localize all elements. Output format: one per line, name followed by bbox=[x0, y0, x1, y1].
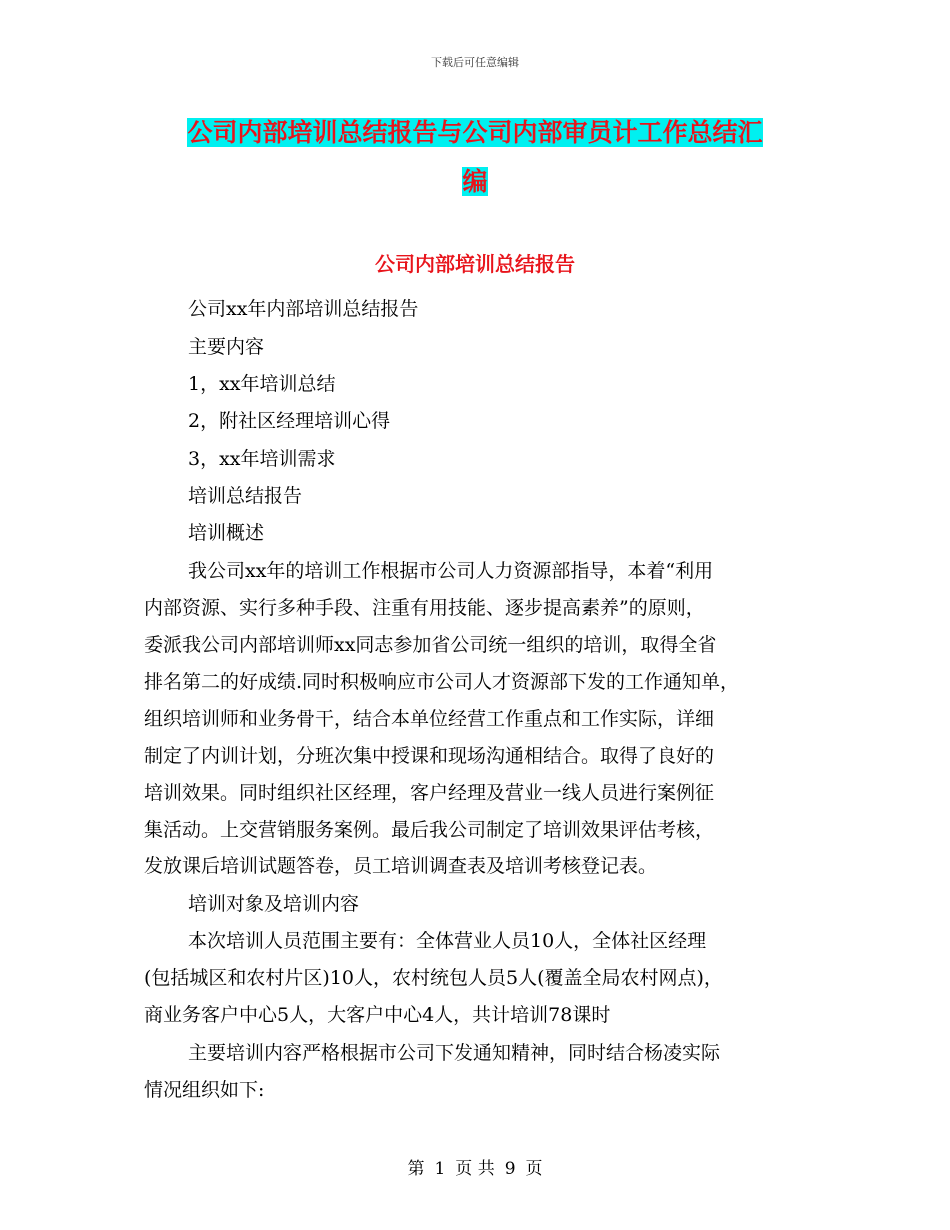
page-header-note: 下载后可任意编辑 bbox=[431, 56, 519, 69]
paragraph-line: 培训对象及培训内容 bbox=[188, 893, 360, 915]
page-footer bbox=[0, 1154, 950, 1179]
paragraph-line: 制定了内训计划，分班次集中授课和现场沟通相结合。取得了良好的 bbox=[144, 745, 715, 767]
paragraph-line: 排名第二的好成绩.同时积极响应市公司人才资源部下发的工作通知单， bbox=[144, 671, 740, 693]
footer-total-pages: 9 bbox=[504, 1159, 516, 1179]
paragraph-line: 我公司xx年的培训工作根据市公司人力资源部指导，本着“利用 bbox=[188, 560, 714, 582]
paragraph-line: 发放课后培训试题答卷，员工培训调查表及培训考核登记表。 bbox=[144, 855, 658, 877]
paragraph-line: 主要内容 bbox=[188, 336, 265, 358]
paragraph-line: 主要培训内容严格根据市公司下发通知精神，同时结合杨凌实际 bbox=[188, 1042, 721, 1064]
paragraph-line: 3，xx年培训需求 bbox=[188, 448, 336, 470]
paragraph-line: 委派我公司内部培训师xx同志参加省公司统一组织的培训，取得全省 bbox=[144, 634, 717, 656]
paragraph-line: 情况组织如下: bbox=[144, 1079, 265, 1101]
document-title bbox=[150, 108, 800, 206]
paragraph-line: 内部资源、实行多种手段、注重有用技能、逐步提高素养”的原则， bbox=[144, 597, 705, 619]
title-line-2: 编 bbox=[462, 167, 488, 196]
section-title: 公司内部培训总结报告 bbox=[375, 252, 575, 276]
paragraph-line: 组织培训师和业务骨干，结合本单位经营工作重点和工作实际，详细 bbox=[144, 708, 715, 730]
paragraph-line: 1，xx年培训总结 bbox=[188, 373, 336, 395]
paragraph-line: 培训总结报告 bbox=[188, 485, 303, 507]
footer-prefix: 第 bbox=[407, 1159, 425, 1179]
paragraph-line: 集活动。上交营销服务案例。最后我公司制定了培训效果评估考核， bbox=[144, 819, 715, 841]
paragraph-line: 本次培训人员范围主要有：全体营业人员10人，全体社区经理 bbox=[188, 930, 707, 952]
paragraph-line: 商业务客户中心5人，大客户中心4人，共计培训78课时 bbox=[144, 1004, 611, 1026]
paragraph-line: 培训效果。同时组织社区经理，客户经理及营业一线人员进行案例征 bbox=[144, 782, 715, 804]
paragraph-line: 培训概述 bbox=[188, 522, 265, 544]
title-line-1: 公司内部培训总结报告与公司内部审员计工作总结汇 bbox=[187, 118, 763, 147]
paragraph-line: 公司xx年内部培训总结报告 bbox=[188, 298, 419, 320]
footer-current-page: 1 bbox=[434, 1159, 446, 1179]
paragraph-line: 2，附社区经理培训心得 bbox=[188, 410, 391, 432]
footer-middle: 页 共 bbox=[455, 1159, 495, 1179]
footer-suffix: 页 bbox=[525, 1159, 543, 1179]
paragraph-line: (包括城区和农村片区)10人，农村统包人员5人(覆盖全局农村网点)， bbox=[144, 967, 723, 989]
